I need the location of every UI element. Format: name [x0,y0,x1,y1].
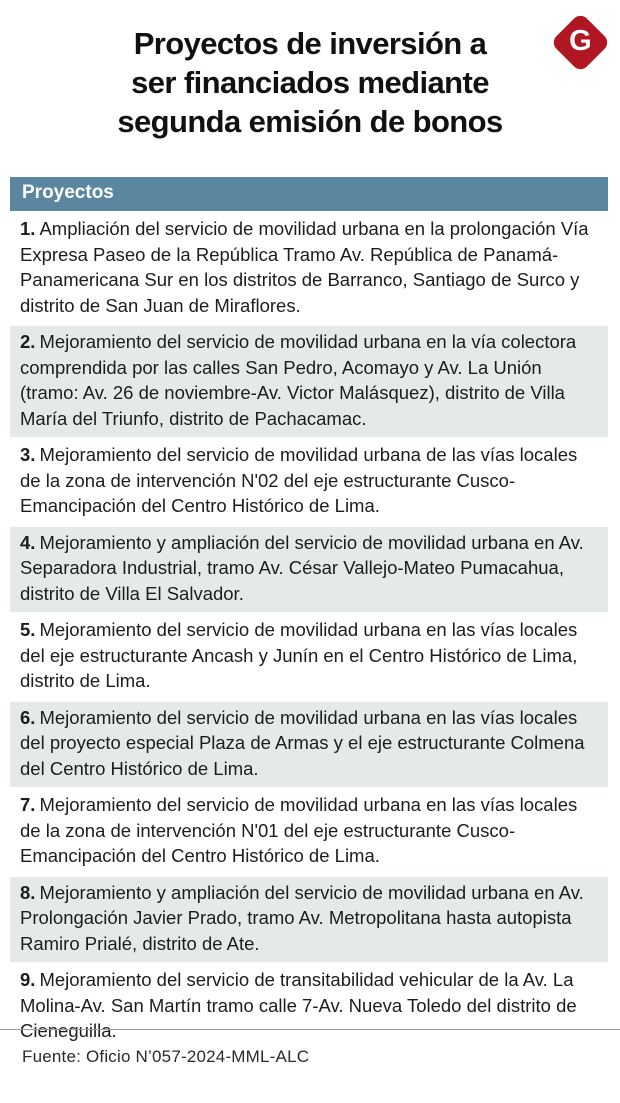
project-row-6 [10,702,608,788]
page-title [0,24,620,141]
project-number: 5. [20,619,36,640]
source-note: Fuente: Oficio N’057-2024-MML-ALC [22,1047,310,1066]
project-text: Mejoramiento del servicio de movilidad urbana de las vías locales de la zona de intervención N'02 del eje estructurante Cusco-Emancipación del Centro Histórico de Lima. [20,444,578,516]
project-row-5 [10,614,608,700]
logo-letter: G [569,25,592,57]
project-text: Mejoramiento del servicio de movilidad urbana en la vía colectora comprendida por las calles San Pedro, Acomayo y Av. La Unión (tramo: Av. 26 de noviembre-Av. Victor Malásquez), distrito de Villa María del Triunfo, distrito de Pachacamac. [20,331,577,429]
project-row-4 [10,527,608,613]
project-number: 8. [20,881,36,903]
project-text: Mejoramiento del servicio de transitabilidad vehicular de la Av. La Molina-Av. San Martín tramo calle 7-Av. Nueva Toledo del distrito de Cieneguilla. [20,969,577,1041]
title-line-2: ser financiados mediante [131,65,489,100]
project-number: 7. [20,794,36,815]
project-row-7 [10,789,608,875]
project-row-9 [10,964,608,1050]
footer-divider [0,1029,620,1030]
project-text: Mejoramiento y ampliación del servicio de movilidad urbana en Av. Prolongación Javier Prado, tramo Av. Metropolitana hasta autopista Ramiro Prialé, distrito de Ate. [20,881,584,954]
masthead [0,0,620,141]
project-row-8 [10,877,608,963]
project-row-3 [10,439,608,525]
project-text: Ampliación del servicio de movilidad urbana en la prolongación Vía Expresa Paseo de la República Tramo Av. República de Panamá-Panamericana Sur en los distritos de Barranco, Santiago de Surco y distrito de San Juan de Miraflores. [20,218,589,316]
title-line-1: Proyectos de inversión a [133,26,487,61]
projects-table [10,177,608,1050]
project-number: 2. [20,331,36,352]
project-number: 3. [20,444,36,465]
project-number: 6. [20,706,36,728]
project-text: Mejoramiento del servicio de movilidad urbana en las vías locales del proyecto especial Plaza de Armas y el eje estructurante Colmena del Centro Histórico de Lima. [20,706,585,779]
project-number: 4. [20,531,36,553]
title-line-3: segunda emisión de bonos [117,104,503,139]
table-header-proyectos: Proyectos [10,177,608,211]
project-row-1 [10,213,608,324]
project-row-2 [10,326,608,437]
project-number: 1. [20,218,36,239]
project-text: Mejoramiento del servicio de movilidad urbana en las vías locales del eje estructurante Ancash y Junín en el Centro Histórico de Lima, distrito de Lima. [20,619,578,691]
project-text: Mejoramiento y ampliación del servicio de movilidad urbana en Av. Separadora Industrial, tramo Av. César Vallejo-Mateo Pumacahua, distrito de Villa El Salvador. [20,531,584,604]
project-text: Mejoramiento del servicio de movilidad urbana en las vías locales de la zona de intervención N'01 del eje estructurante Cusco-Emancipación del Centro Histórico de Lima. [20,794,578,866]
project-number: 9. [20,969,36,990]
